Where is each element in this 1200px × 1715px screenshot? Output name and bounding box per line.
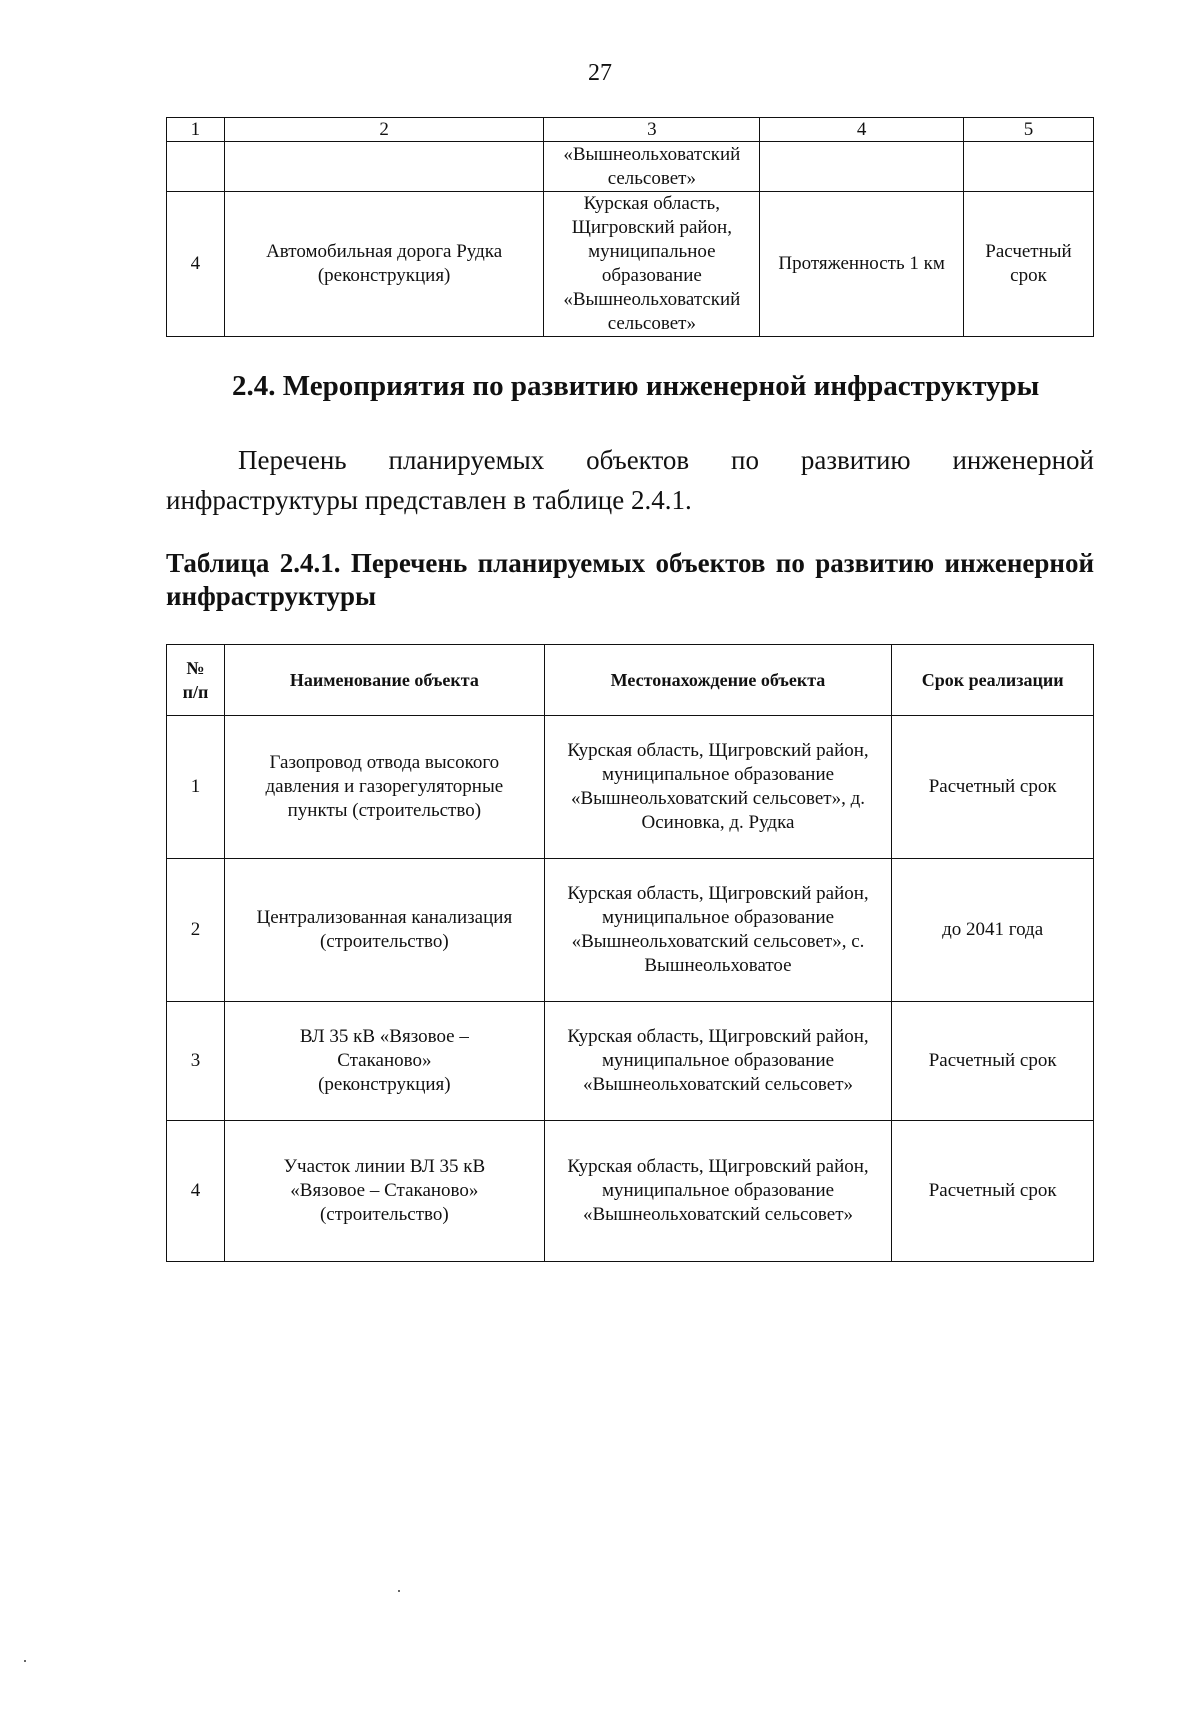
- cell-term: до 2041 года: [892, 859, 1094, 1002]
- cell-characteristic: [760, 142, 964, 192]
- cell-num: 1: [167, 716, 225, 859]
- column-numbers-row: [167, 118, 1094, 142]
- cell-location: Курская область, Щигровский район, муниципальное образование «Вышнеольховатский сельсовет», д. Осиновка, д. Рудка: [544, 716, 892, 859]
- cell-num: [167, 142, 225, 192]
- cell-name: Автомобильная дорога Рудка (реконструкция): [224, 192, 544, 337]
- table-row: [167, 142, 1094, 192]
- cell-name: ВЛ 35 кВ «Вязовое – Стаканово» (реконструкция): [224, 1002, 544, 1121]
- header-term: Срок реализации: [892, 645, 1094, 716]
- cell-name: Газопровод отвода высокого давления и газорегуляторные пункты (строительство): [224, 716, 544, 859]
- cell-term: Расчетный срок: [892, 1121, 1094, 1262]
- scan-speck: [24, 1660, 26, 1662]
- cell-location: Курская область, Щигровский район, муниципальное образование «Вышнеольховатский сельсовет», с. Вышнеольховатое: [544, 859, 892, 1002]
- cell-name: Участок линии ВЛ 35 кВ «Вязовое – Стаканово» (строительство): [224, 1121, 544, 1262]
- cell-characteristic: Протяженность 1 км: [760, 192, 964, 337]
- continued-roads-table: [166, 117, 1094, 337]
- cell-name: Централизованная канализация (строительство): [224, 859, 544, 1002]
- cell-location: Курская область, Щигровский район, муниципальное образование «Вышнеольховатский сельсовет»: [544, 192, 760, 337]
- table-row: [167, 1121, 1094, 1262]
- table-caption: Таблица 2.4.1. Перечень планируемых объектов по развитию инженерной инфраструктуры: [166, 548, 1094, 611]
- column-number: 1: [167, 118, 225, 142]
- cell-num: 3: [167, 1002, 225, 1121]
- table-row: [167, 192, 1094, 337]
- intro-paragraph: [166, 440, 1094, 520]
- cell-term: Расчетный срок: [892, 1002, 1094, 1121]
- cell-term: [964, 142, 1094, 192]
- table-row: [167, 716, 1094, 859]
- column-number: 5: [964, 118, 1094, 142]
- engineering-infrastructure-table: [166, 644, 1094, 1262]
- cell-location: «Вышнеольховатский сельсовет»: [544, 142, 760, 192]
- column-number: 4: [760, 118, 964, 142]
- cell-term: Расчетный срок: [964, 192, 1094, 337]
- cell-name: [224, 142, 544, 192]
- intro-text: Перечень планируемых объектов по развитию инженерной инфраструктуры представлен в таблице 2.4.1.: [166, 445, 1094, 515]
- cell-num: 2: [167, 859, 225, 1002]
- header-location: Местонахождение объекта: [544, 645, 892, 716]
- cell-num: 4: [167, 192, 225, 337]
- cell-num: 4: [167, 1121, 225, 1262]
- table-header-row: [167, 645, 1094, 716]
- cell-location: Курская область, Щигровский район, муниципальное образование «Вышнеольховатский сельсовет»: [544, 1002, 892, 1121]
- section-heading: 2.4. Мероприятия по развитию инженерной инфраструктуры: [232, 370, 1040, 402]
- header-num: № п/п: [167, 645, 225, 716]
- header-name: Наименование объекта: [224, 645, 544, 716]
- page-number: 27: [588, 60, 612, 86]
- table-row: [167, 859, 1094, 1002]
- column-number: 2: [224, 118, 544, 142]
- cell-term: Расчетный срок: [892, 716, 1094, 859]
- table-row: [167, 1002, 1094, 1121]
- scan-speck: [398, 1590, 400, 1592]
- column-number: 3: [544, 118, 760, 142]
- cell-location: Курская область, Щигровский район, муниципальное образование «Вышнеольховатский сельсовет»: [544, 1121, 892, 1262]
